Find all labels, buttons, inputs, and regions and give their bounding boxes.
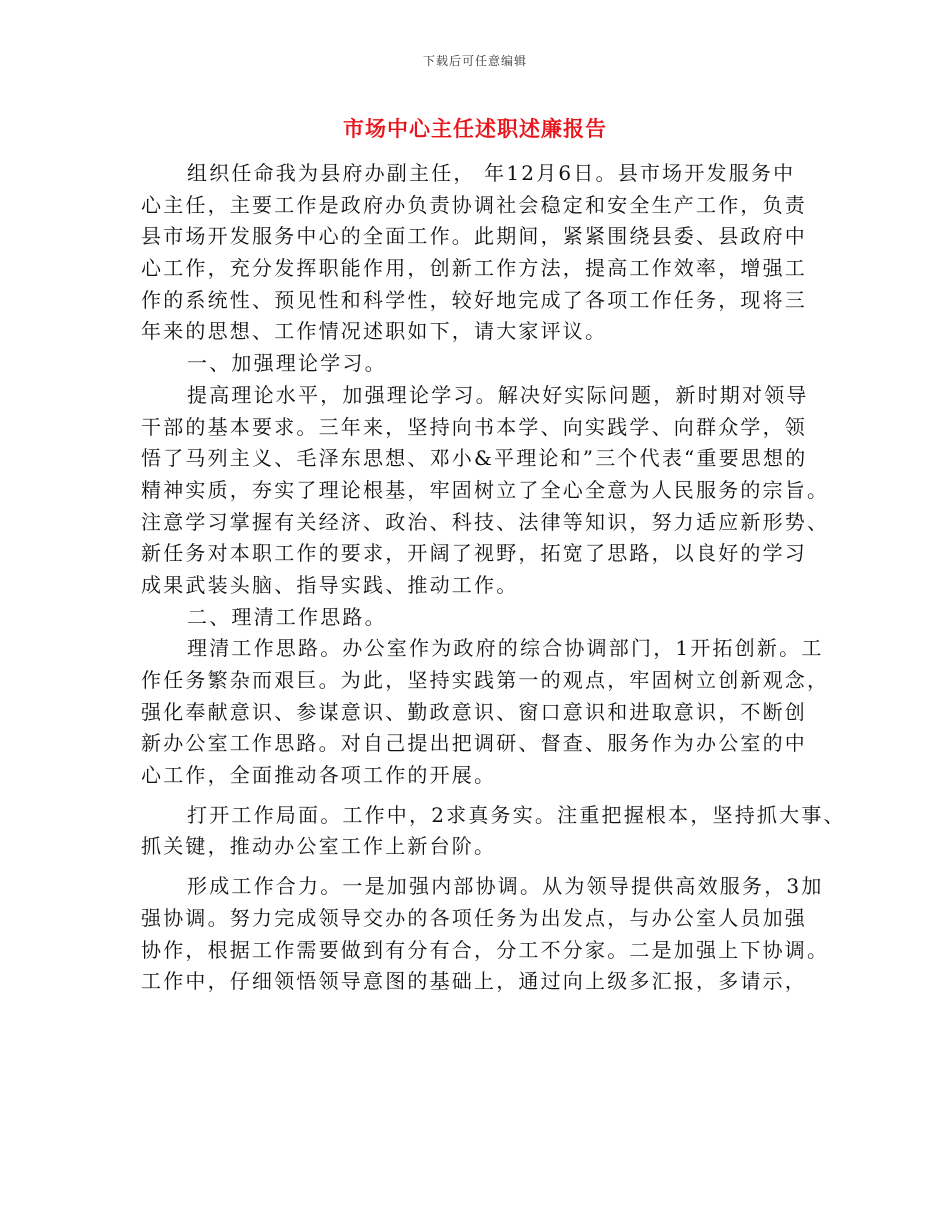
- paragraph-line: 注意学习掌握有关经济、政治、科技、法律等知识，努力适应新形势、: [141, 509, 830, 534]
- paragraph-line: 干部的基本要求。三年来，坚持向书本学、向实践学、向群众学，领: [141, 414, 807, 439]
- paragraph-line: 形成工作合力。一是加强内部协调。从为领导提供高效服务，3加: [187, 874, 824, 899]
- paragraph-line: 年来的思想、工作情况述职如下，请大家评议。: [141, 319, 608, 344]
- paragraph-line: 工作中，仔细领悟领导意图的基础上，通过向上级多汇报，多请示，: [141, 969, 807, 994]
- paragraph-line: 强化奉献意识、参谋意识、勤政意识、窗口意识和进取意识，不断创: [141, 699, 807, 724]
- paragraph-line: 理清工作思路。办公室作为政府的综合协调部门，1开拓创新。工: [187, 636, 824, 661]
- paragraph-line: 作的系统性、预见性和科学性，较好地完成了各项工作任务，现将三: [141, 287, 807, 312]
- paragraph-line: 作任务繁杂而艰巨。为此，坚持实践第一的观点，牢固树立创新观念，: [141, 668, 830, 692]
- paragraph-line: 心主任，主要工作是政府办负责协调社会稳定和安全生产工作，负责: [141, 192, 807, 217]
- paragraph-line: 新任务对本职工作的要求，开阔了视野，拓宽了思路，以良好的学习: [141, 541, 807, 566]
- paragraph-line: 组织任命我为县府办副主任， 年12月6日。县市场开发服务中: [187, 161, 796, 185]
- paragraph-line: 成果武装头脑、指导实践、推动工作。: [141, 572, 519, 597]
- paragraph-line: 强协调。努力完成领导交办的各项任务为出发点，与办公室人员加强: [141, 905, 807, 930]
- paragraph-line: 心工作，充分发挥职能作用，创新工作方法，提高工作效率，增强工: [141, 256, 807, 281]
- paragraph-line: 悟了马列主义、毛泽东思想、邓小&平理论和”三个代表“重要思想的: [141, 446, 808, 471]
- paragraph-line: 心工作，全面推动各项工作的开展。: [141, 763, 497, 788]
- header-note: 下载后可任意编辑: [422, 54, 527, 68]
- paragraph-line: 县市场开发服务中心的全面工作。此期间，紧紧围绕县委、县政府中: [141, 224, 807, 249]
- paragraph-line: 精神实质，夯实了理论根基，牢固树立了全心全意为人民服务的宗旨。: [141, 477, 830, 502]
- paragraph-line: 协作，根据工作需要做到有分有合，分工不分家。二是加强上下协调。: [141, 937, 830, 962]
- document-body: [141, 158, 846, 998]
- paragraph-line: 打开工作局面。工作中，2求真务实。注重把握根本，坚持抓大事、: [187, 802, 846, 827]
- section-heading-2: 二、理清工作思路。: [187, 604, 387, 629]
- document-title: 市场中心主任述职述廉报告: [343, 116, 607, 141]
- paragraph-line: 抓关键，推动办公室工作上新台阶。: [141, 834, 497, 859]
- section-heading-1: 一、加强理论学习。: [187, 351, 387, 376]
- paragraph-line: 提高理论水平，加强理论学习。解决好实际问题，新时期对领导: [187, 382, 809, 407]
- paragraph-line: 新办公室工作思路。对自己提出把调研、督查、服务作为办公室的中: [141, 731, 807, 756]
